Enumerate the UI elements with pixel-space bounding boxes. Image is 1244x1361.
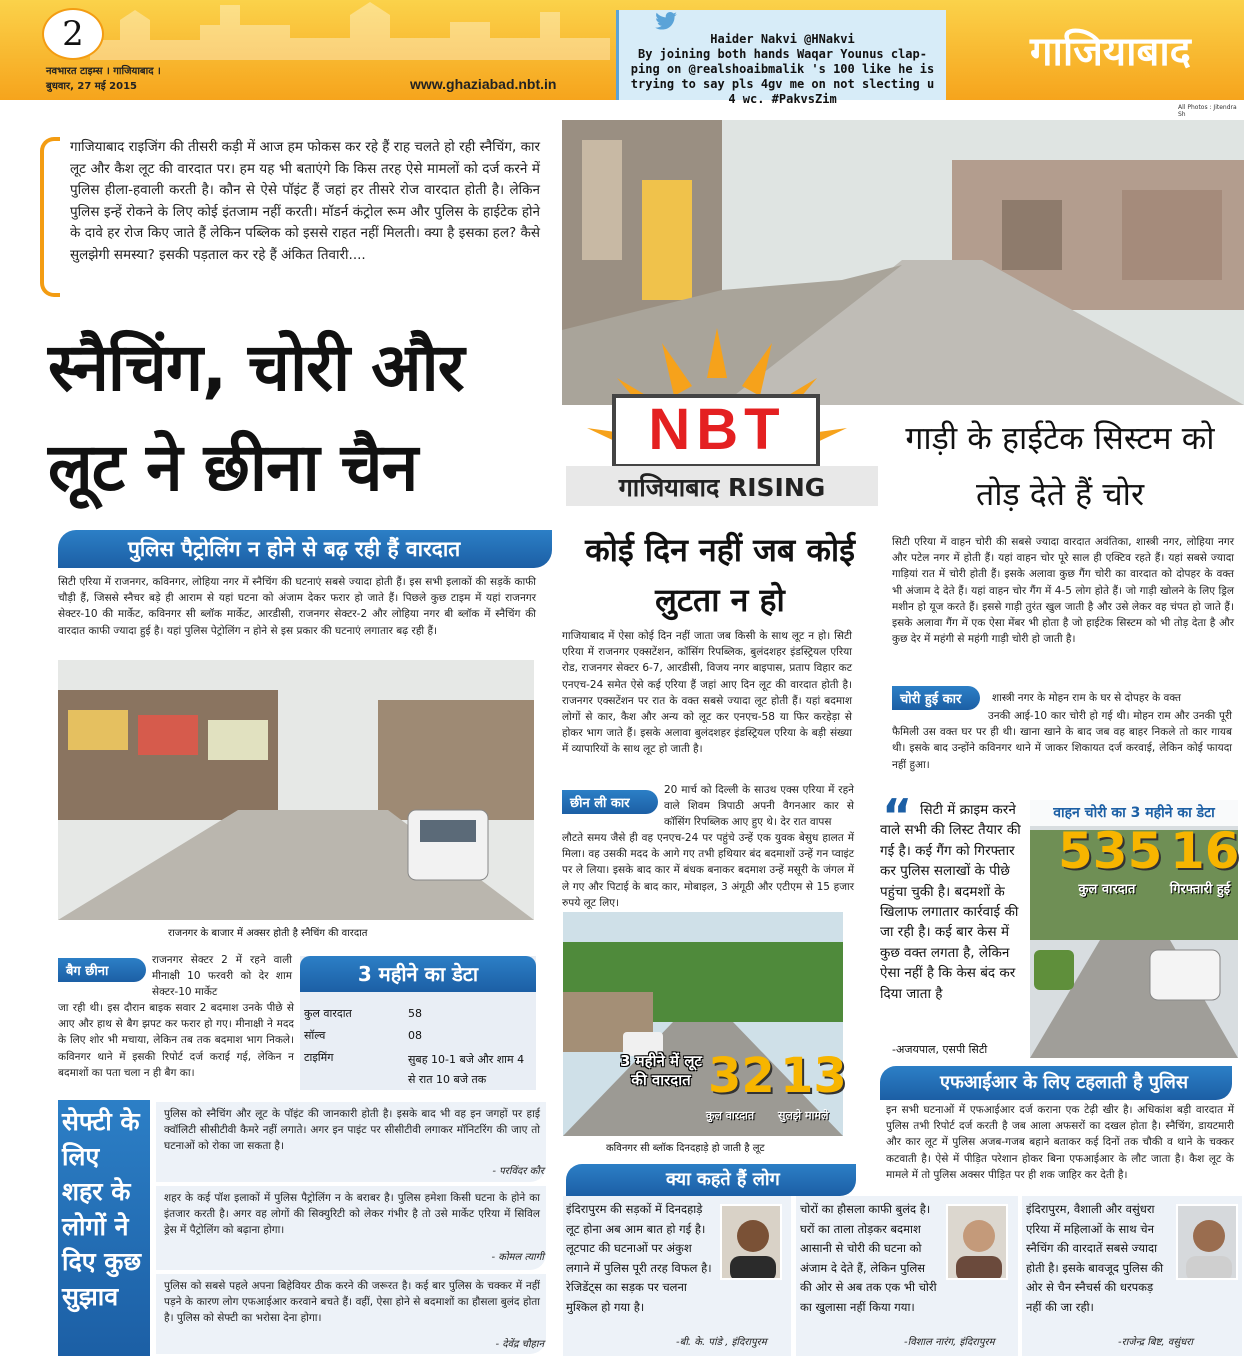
- kavi-total-count: 32: [708, 1048, 775, 1104]
- vehicle-theft-arrests-label: गिरफ्तारी हुई: [1169, 882, 1231, 897]
- fir-heading: एफआईआर के लिए टहलाती है पुलिस: [880, 1066, 1232, 1100]
- kavi-solved-count: 13: [780, 1048, 847, 1104]
- site-url-link[interactable]: www.ghaziabad.nbt.in: [410, 76, 557, 92]
- person-avatar-icon: [948, 1206, 1008, 1280]
- people-say-heading: क्या कहते हैं लोग: [566, 1164, 856, 1196]
- masthead-date: बुधवार, 27 मई 2015: [46, 81, 137, 92]
- kavi-solved-label: सुलझे मामले: [778, 1109, 829, 1122]
- data-row-value: 08: [408, 1029, 422, 1042]
- suggestion-text: पुलिस को स्नैचिंग और लूट के पॉइंट की जानकारी होती है। इसके बाद भी वह इन जगहों पर हाई क्वॉलिटी सीसीटीवी कैमरे नहीं लगाते। अगर इन पाइंट पर सीसीटीवी लगाकर मॉनिटरिंग की जाए तो घटनाओं को रोका जा सकता है।: [164, 1108, 540, 1153]
- tweet-box: [616, 10, 946, 106]
- rising-label: गाजियाबाद RISING: [618, 473, 826, 502]
- sp-quote-author: -अजयपाल, एसपी सिटी: [892, 1043, 988, 1056]
- intro-paragraph: गाजियाबाद राइजिंग की तीसरी कड़ी में आज हम फोकस कर रहे हैं राह चलते हो रही स्नैचिंग, कार लूट और कैश लूट की वारदात पर। हम यह भी बताएंगे कि किस तरह ऐसे मामलों को दर्ज करने में पुलिस हीला-हवाली करती है। कौन से ऐसे पॉइंट हैं जहां हर तीसरे रोज वारदात होती है। लेकिन पुलिस इन्हें रोकने के लिए कोई इंतजाम नहीं करती। मॉडर्न कंट्रोल रूम और पुलिस के हाईटेक होने के दावे हर रोज किए जाते हैं लेकिन पब्लिक को इससे राहत नहीं मिलती। क्या है इसका हल? कैसे सुलझेगी समस्या? इसकी पड़ताल कर रहे हैं अंकित तिवारी....: [70, 139, 540, 263]
- nbt-logo-text: NBT: [648, 397, 786, 462]
- opinion-author: -बी. के. पांडे , इंदिरापुरम: [676, 1337, 767, 1348]
- bag-snatch-text-intro: राजनगर सेक्टर 2 में रहने वाली मीनाक्षी 10 फरवरी को देर शाम सेक्टर-10 मार्केट: [152, 954, 292, 999]
- data-row-label: टाइमिंग: [304, 1051, 334, 1064]
- patrol-heading: पुलिस पैट्रोलिंग न होने से बढ़ रही हैं वारदात: [58, 530, 552, 568]
- market-photo-image: [58, 660, 534, 920]
- data-row-label: सॉल्व: [304, 1029, 326, 1042]
- main-headline: स्नैचिंग, चोरी और लूट ने छीना चैन: [48, 329, 464, 506]
- opinion-text: इंदिरापुरम, वैशाली और वसुंधरा एरिया में महिलाओं के साथ चेन स्नैचिंग की वारदातें सबसे ज्यादा होती है। इसके बावजूद पुलिस की ओर से चैन स्नैचर्स की धरपकड़ नहीं की जा रही।: [1026, 1202, 1164, 1314]
- data-row-value: सुबह 10-1 बजे और शाम 4 से रात 10 बजे तक: [408, 1053, 525, 1086]
- vehicle-theft-total-label: कुल वारदात: [1078, 882, 1136, 897]
- suggestion-author: - परविंदर कौर: [492, 1166, 544, 1177]
- loot-headline: कोई दिन नहीं जब कोई लुटता न हो: [585, 531, 855, 619]
- masthead-publication: नवभारत टाइम्स । गाजियाबाद ।: [46, 66, 161, 77]
- tweet-handle: Haider Nakvi @HNakvi: [710, 32, 855, 46]
- quote-mark-icon: “: [882, 789, 913, 843]
- stolen-car-text: उनकी आई-10 कार चोरी हो गई थी। मोहन राम और उनकी पूरी फैमिली उस वक्त घर पर ही थी। खाना खाने के बाद जब वह बाहर निकले तो कार गायब थी। इसके बाद उन्होंने कविनगर थाने में जाकर शिकायत दर्ज करवाई, लेकिन कोई फायदा नहीं हुआ।: [892, 710, 1232, 771]
- bag-snatch-text: जा रही थी। इस दौरान बाइक सवार 2 बदमाश उनके पीछे से आए और हाथ से बैग झपट कर फरार हो गए। मीनाक्षी ने मदद के लिए शोर भी मचाया, लेकिन तब तक बदमाश भाग निकले। कविनगर थाने में इसकी रिपोर्ट दर्ज कराई गई, लेकिन न बदमाशों का पता चला न ही बैग का।: [58, 1002, 294, 1079]
- opinion-text: चोरों का हौसला काफी बुलंद है। घरों का ताला तोड़कर बदमाश आसानी से चोरी की घटना को अंजाम दे देते हैं, लेकिन पुलिस की ओर से अब तक एक भी चोरी का खुलासा नहीं किया गया।: [800, 1202, 937, 1314]
- vehicle-theft-total: 535: [1058, 822, 1163, 880]
- loot-paragraph: गाजियाबाद में ऐसा कोई दिन नहीं जाता जब किसी के साथ लूट न हो। सिटी एरिया में राजनगर एक्सटेंशन, कॉसिंग रिपब्लिक, बुलंदशहर इंडस्ट्रियल एरिया रोड, राजनगर सेक्टर 6-7, आरडीसी, विजय नगर बाइपास, प्रताप विहार कट एनएच-24 समेत ऐसे कई एरिया हैं जहां आए दिन लूट की वारदात होती है। राजनगर एक्सटेंशन पर रात के वक्त सबसे ज्यादा लूट होती हैं। यहां बदमाश लोगों से कार, कैश और अन्य को लूट कर एनएच-58 या फिर करहेड़ा से होकर भाग जाते हैं। इसके अलावा बुलंदशहर इंडस्ट्रियल एरिया के बड़ी संख्या में व्यापारियों के साथ लूट हो जाती है।: [562, 630, 852, 756]
- person-avatar-icon: [1178, 1206, 1238, 1280]
- suggestion-text: शहर के कई पॉश इलाकों में पुलिस पैट्रोलिंग न के बराबर है। पुलिस हमेशा किसी घटना के होने का इंतजार करती है। अगर वह लोगों की सिक्युरिटी को लेकर गंभीर है तो उसे मार्केट एरिया में सिविल ड्रेस में पैट्रोलिंग को बढ़ाना होगा।: [164, 1192, 540, 1237]
- opinion-text: इंदिरापुरम की सड़कों में दिनदहाड़े लूट होना अब आम बात हो गई है। लूटपाट की घटनाओं पर अंकुश लगाने में पुलिस पूरी तरह विफल है। रेजिडेंट्स का सड़क पर चलना मुश्किल हो गया है।: [566, 1202, 712, 1314]
- car-snatch-tag: छीन ली कार: [562, 790, 658, 814]
- data-table-row: [304, 1028, 532, 1044]
- hitech-paragraph: सिटी एरिया में वाहन चोरी की सबसे ज्यादा वारदात अवंतिका, शास्त्री नगर, लोहिया नगर और पटेल नगर में होती हैं। यहां वाहन चोर पूरे साल ही एक्टिव रहते हैं। यहां सबसे ज्यादा गाड़ियां रात में चोरी होती हैं। इसके अलावा कुछ गैंग चोरी का वारदात को दोपहर के वक्त भी अंजाम दे देते हैं। यहां वाहन चोर गैंग में 4-5 लोग होते हैं। जो गाड़ी खोलने के लिए ड्रिल मशीन हो यूज करते हैं। इससे गाड़ी तुरंत खुल जाती है और उसे लेकर वह चंपत हो जाते हैं। इसके अलावा गैंग में एक ऐसा मेंबर भी होता है जो हाईटेक सिस्टम को भी तोड़ देता है और कुछ देर में महंगी से महंगी गाड़ी चोरी हो जाती है।: [892, 536, 1234, 646]
- photo-credit: All Photos : Jitendra Sh: [1178, 104, 1237, 118]
- page-number: 2: [42, 8, 104, 60]
- market-photo-caption: राजनगर के बाजार में अक्सर होती है स्नैचिंग की वारदात: [168, 928, 368, 939]
- data-table-row: [304, 1050, 532, 1086]
- safety-title: सेफ्टी के लिए शहर के लोगों ने दिए कुछ सुझाव: [62, 1107, 142, 1311]
- city-skyline-graphic: [90, 0, 610, 60]
- avatar: [1176, 1204, 1238, 1280]
- opinion-author: -विशाल नारंग, इंदिरापुरम: [904, 1337, 995, 1348]
- data-table-title: 3 महीने का डेटा: [300, 956, 536, 992]
- avatar: [720, 1204, 782, 1280]
- data-table-row: [304, 1006, 532, 1022]
- stolen-car-text-intro: शास्त्री नगर के मोहन राम के घर से दोपहर के वक्त: [992, 692, 1181, 704]
- city-section-title: गाजियाबाद: [1030, 29, 1191, 75]
- kavi-total-label: कुल वारदात: [706, 1109, 755, 1122]
- suggestion-author: - कोमल त्यागी: [491, 1252, 544, 1263]
- vehicle-theft-arrests: 16: [1170, 822, 1240, 880]
- kavinagar-caption: कविनगर सी ब्लॉक दिनदहाड़े हो जाती है लूट: [606, 1143, 765, 1154]
- person-avatar-icon: [722, 1206, 782, 1280]
- avatar: [946, 1204, 1008, 1280]
- suggestion-text: पुलिस को सबसे पहले अपना बिहेवियर ठीक करने की जरूरत है। कई बार पुलिस के चक्कर में नहीं पड़ने के कारण लोग एफआईआर करवाने बचते हैं। वहीं, ऐसा होने से बदमाशों का हौसला बुलंद होता है। पुलिस को सेफ्टी का भरोसा देना होगा।: [164, 1280, 540, 1325]
- stolen-car-tag: चोरी हुई कार: [892, 686, 980, 710]
- vehicle-theft-title: वाहन चोरी का 3 महीने का डेटा: [1030, 800, 1238, 826]
- kavi-overlay-title: 3 महीने में लूट की वारदात: [620, 1052, 702, 1089]
- tweet-text: By joining both hands Waqar Younus clap-ping on @realshoaibmalik 's 100 like he is trying to say pls 4gv me on not slecting u 4 wc. #PakvsZim: [630, 47, 935, 106]
- bag-snatch-tag: बैग छीना: [58, 958, 146, 982]
- data-row-value: 58: [408, 1007, 422, 1020]
- suggestion-author: - देवेंद्र चौहान: [495, 1339, 544, 1350]
- masthead: [46, 64, 161, 94]
- market-photo: [58, 660, 534, 920]
- intro-bracket: [40, 137, 60, 297]
- hitech-headline: गाड़ी के हाईटेक सिस्टम को तोड़ देते हैं चोर: [905, 419, 1215, 513]
- car-snatch-text: लौटते समय जैसे ही वह एनएच-24 पर पहुंचे उन्हें एक युवक बेसुध हालत में मिला। वह उसकी मदद के आगे गए तभी हथियार बंद बदमाशों उन्हें गन प्वाइंट पर ले लिया। इसके बाद कार में बंधक बनाकर बदमाश उन्हें मसूरी के जंगल में ले गए और पिटाई के बाद कार, मोबाइल, 3 अंगूठी और एटीएम से 15 हजार रुपये लूट लिए।: [562, 832, 854, 909]
- fir-paragraph: इन सभी घटनाओं में एफआईआर दर्ज कराना एक टेढ़ी खीर है। अधिकांश बड़ी वारदात में पुलिस तभी रिपोर्ट दर्ज करती है जब आला अफसरों का दखल होता है। स्नैचिंग, डायटमारी और कार लूट में पुलिस अजब-गजब बहाने बताकर कई दिनों तक चौकी व थाने के चक्कर कटवाती है। ऐसे में पीड़ित परेशान होकर बिना एफआईआर के लौट जाता है। कैश लूट के मामले में तो पुलिस अक्सर पीड़ित पर ही शक जाहिर कर देती है।: [886, 1104, 1234, 1181]
- twitter-bird-icon: [649, 12, 683, 30]
- opinion-author: -राजेन्द्र बिष्ट, वसुंधरा: [1118, 1337, 1193, 1348]
- patrol-paragraph: सिटी एरिया में राजनगर, कविनगर, लोहिया नगर में स्नैचिंग की घटनाएं सबसे ज्यादा होती हैं। इस सभी इलाकों की सड़कें काफी चौड़ी हैं, जिससे स्नैचर बड़े ही आराम से यहां घटना को अंजाम देकर फरार हो जाते हैं। पिछले कुछ टाइम में यहां राजनगर सेक्टर-10 की मार्केट, कविनगर सी ब्लॉक मार्केट, आरडीसी, राजनगर सेक्टर-2 और लोहिया नगर बी ब्लॉक में स्नैचिंग की वारदात काफी ज्यादा हुई है। यहां पुलिस पेट्रोलिंग न होने से इस प्रकार की घटनाएं लगातार बढ़ रही हैं।: [58, 576, 536, 637]
- car-snatch-text-intro: 20 मार्च को दिल्ली के साउथ एक्स एरिया में रहने वाले शिवम त्रिपाठी अपनी वैगनआर कार से कॉसिंग रिपब्लिक आए हुए थे। देर रात वापस: [664, 784, 854, 829]
- data-row-label: कुल वारदात: [304, 1007, 352, 1020]
- sp-quote-text: सिटी में क्राइम करने वाले सभी की लिस्ट तैयार की गई है। कई गैंग को गिरफ्तार कर पुलिस सलाखों के पीछे पहुंचा चुकी है। बदमशों के खिलाफ लगातार कार्रवाई की जा रही है। कई बार केस में कुछ वक्त लगता है, लेकिन ऐसा नहीं है कि केस बंद कर दिया जाता है: [880, 802, 1021, 1002]
